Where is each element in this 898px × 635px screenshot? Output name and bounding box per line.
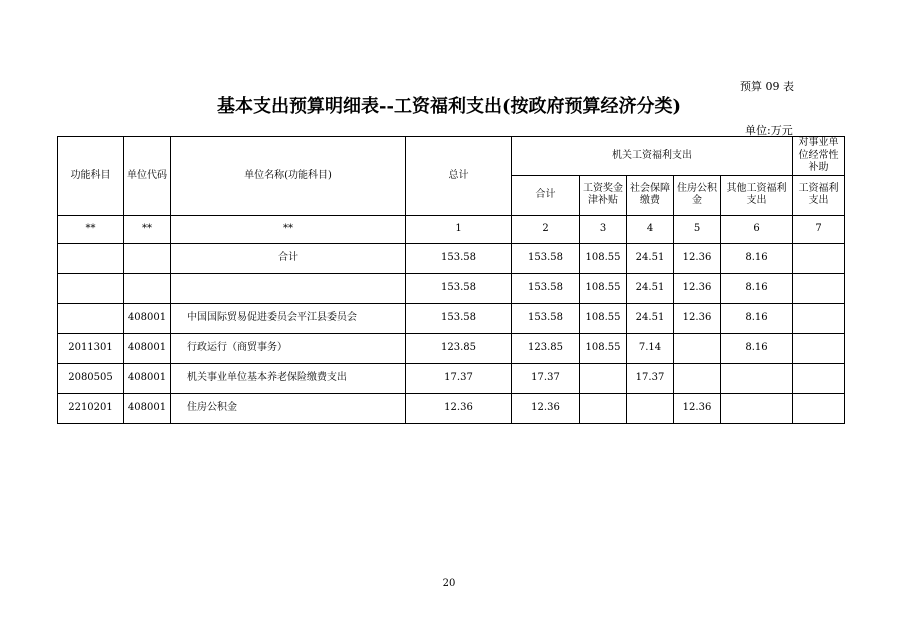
cell-other bbox=[721, 393, 793, 423]
table-row bbox=[58, 273, 845, 303]
cell-unit-code bbox=[124, 273, 171, 303]
cell-salary: 108.55 bbox=[580, 273, 627, 303]
header-salary: 工资奖金津补贴 bbox=[580, 175, 627, 215]
cell-subsidy-salary bbox=[793, 303, 845, 333]
cell-salary bbox=[580, 393, 627, 423]
cell-subtotal: 153.58 bbox=[512, 273, 580, 303]
header-social: 社会保障缴费 bbox=[627, 175, 674, 215]
index-cell: 4 bbox=[627, 215, 674, 243]
cell-unit-code: 408001 bbox=[124, 393, 171, 423]
cell-salary: 108.55 bbox=[580, 333, 627, 363]
index-cell: 6 bbox=[721, 215, 793, 243]
cell-social bbox=[627, 393, 674, 423]
index-row bbox=[58, 215, 845, 243]
unit-label: 单位:万元 bbox=[745, 124, 793, 137]
table-row bbox=[58, 393, 845, 423]
cell-unit-code bbox=[124, 243, 171, 273]
cell-func-code bbox=[58, 243, 124, 273]
header-unit-name: 单位名称(功能科目) bbox=[171, 137, 406, 216]
cell-housing bbox=[674, 363, 721, 393]
cell-housing: 12.36 bbox=[674, 273, 721, 303]
cell-unit-name bbox=[171, 273, 406, 303]
index-cell: ** bbox=[58, 215, 124, 243]
page-number: 20 bbox=[442, 578, 456, 589]
cell-housing: 12.36 bbox=[674, 393, 721, 423]
cell-func-code: 2210201 bbox=[58, 393, 124, 423]
cell-total: 12.36 bbox=[406, 393, 512, 423]
cell-unit-code: 408001 bbox=[124, 303, 171, 333]
header-org-group: 机关工资福利支出 bbox=[512, 137, 793, 176]
header-row-1 bbox=[58, 137, 845, 176]
cell-unit-name: 行政运行（商贸事务） bbox=[171, 333, 406, 363]
cell-func-code: 2080505 bbox=[58, 363, 124, 393]
header-housing: 住房公积金 bbox=[674, 175, 721, 215]
cell-social: 24.51 bbox=[627, 273, 674, 303]
index-cell: 2 bbox=[512, 215, 580, 243]
table-row bbox=[58, 303, 845, 333]
cell-total: 153.58 bbox=[406, 273, 512, 303]
cell-unit-name: 机关事业单位基本养老保险缴费支出 bbox=[171, 363, 406, 393]
budget-table bbox=[57, 136, 845, 424]
header-total: 总计 bbox=[406, 137, 512, 216]
cell-social: 24.51 bbox=[627, 303, 674, 333]
cell-social: 17.37 bbox=[627, 363, 674, 393]
cell-other: 8.16 bbox=[721, 333, 793, 363]
cell-subtotal: 153.58 bbox=[512, 303, 580, 333]
form-number: 预算 09 表 bbox=[740, 80, 794, 93]
cell-housing: 12.36 bbox=[674, 303, 721, 333]
header-subsidy-salary: 工资福利支出 bbox=[793, 175, 845, 215]
cell-func-code: 2011301 bbox=[58, 333, 124, 363]
cell-social: 7.14 bbox=[627, 333, 674, 363]
cell-subsidy-salary bbox=[793, 333, 845, 363]
cell-subsidy-salary bbox=[793, 273, 845, 303]
cell-total: 153.58 bbox=[406, 243, 512, 273]
index-cell: 7 bbox=[793, 215, 845, 243]
cell-func-code bbox=[58, 273, 124, 303]
cell-social: 24.51 bbox=[627, 243, 674, 273]
cell-salary: 108.55 bbox=[580, 243, 627, 273]
table-row bbox=[58, 333, 845, 363]
index-cell: ** bbox=[171, 215, 406, 243]
cell-housing bbox=[674, 333, 721, 363]
cell-unit-code: 408001 bbox=[124, 333, 171, 363]
cell-housing: 12.36 bbox=[674, 243, 721, 273]
cell-unit-name: 中国国际贸易促进委员会平江县委员会 bbox=[171, 303, 406, 333]
cell-subsidy-salary bbox=[793, 363, 845, 393]
cell-subsidy-salary bbox=[793, 393, 845, 423]
cell-subtotal: 12.36 bbox=[512, 393, 580, 423]
table-row-total bbox=[58, 243, 845, 273]
header-func-code: 功能科目 bbox=[58, 137, 124, 216]
index-cell: ** bbox=[124, 215, 171, 243]
cell-other: 8.16 bbox=[721, 303, 793, 333]
cell-salary bbox=[580, 363, 627, 393]
cell-total: 153.58 bbox=[406, 303, 512, 333]
cell-salary: 108.55 bbox=[580, 303, 627, 333]
document-title: 基本支出预算明细表--工资福利支出(按政府预算经济分类) bbox=[217, 96, 681, 117]
cell-subsidy-salary bbox=[793, 243, 845, 273]
header-subtotal: 合计 bbox=[512, 175, 580, 215]
cell-total: 123.85 bbox=[406, 333, 512, 363]
cell-other bbox=[721, 363, 793, 393]
index-cell: 1 bbox=[406, 215, 512, 243]
header-unit-code: 单位代码 bbox=[124, 137, 171, 216]
cell-unit-name: 合计 bbox=[171, 243, 406, 273]
header-other: 其他工资福利支出 bbox=[721, 175, 793, 215]
cell-subtotal: 17.37 bbox=[512, 363, 580, 393]
cell-other: 8.16 bbox=[721, 243, 793, 273]
index-cell: 3 bbox=[580, 215, 627, 243]
cell-total: 17.37 bbox=[406, 363, 512, 393]
cell-subtotal: 153.58 bbox=[512, 243, 580, 273]
header-subsidy-group: 对事业单位经常性补助 bbox=[793, 137, 845, 176]
cell-unit-code: 408001 bbox=[124, 363, 171, 393]
cell-func-code bbox=[58, 303, 124, 333]
cell-subtotal: 123.85 bbox=[512, 333, 580, 363]
cell-other: 8.16 bbox=[721, 273, 793, 303]
table-row bbox=[58, 363, 845, 393]
index-cell: 5 bbox=[674, 215, 721, 243]
cell-unit-name: 住房公积金 bbox=[171, 393, 406, 423]
